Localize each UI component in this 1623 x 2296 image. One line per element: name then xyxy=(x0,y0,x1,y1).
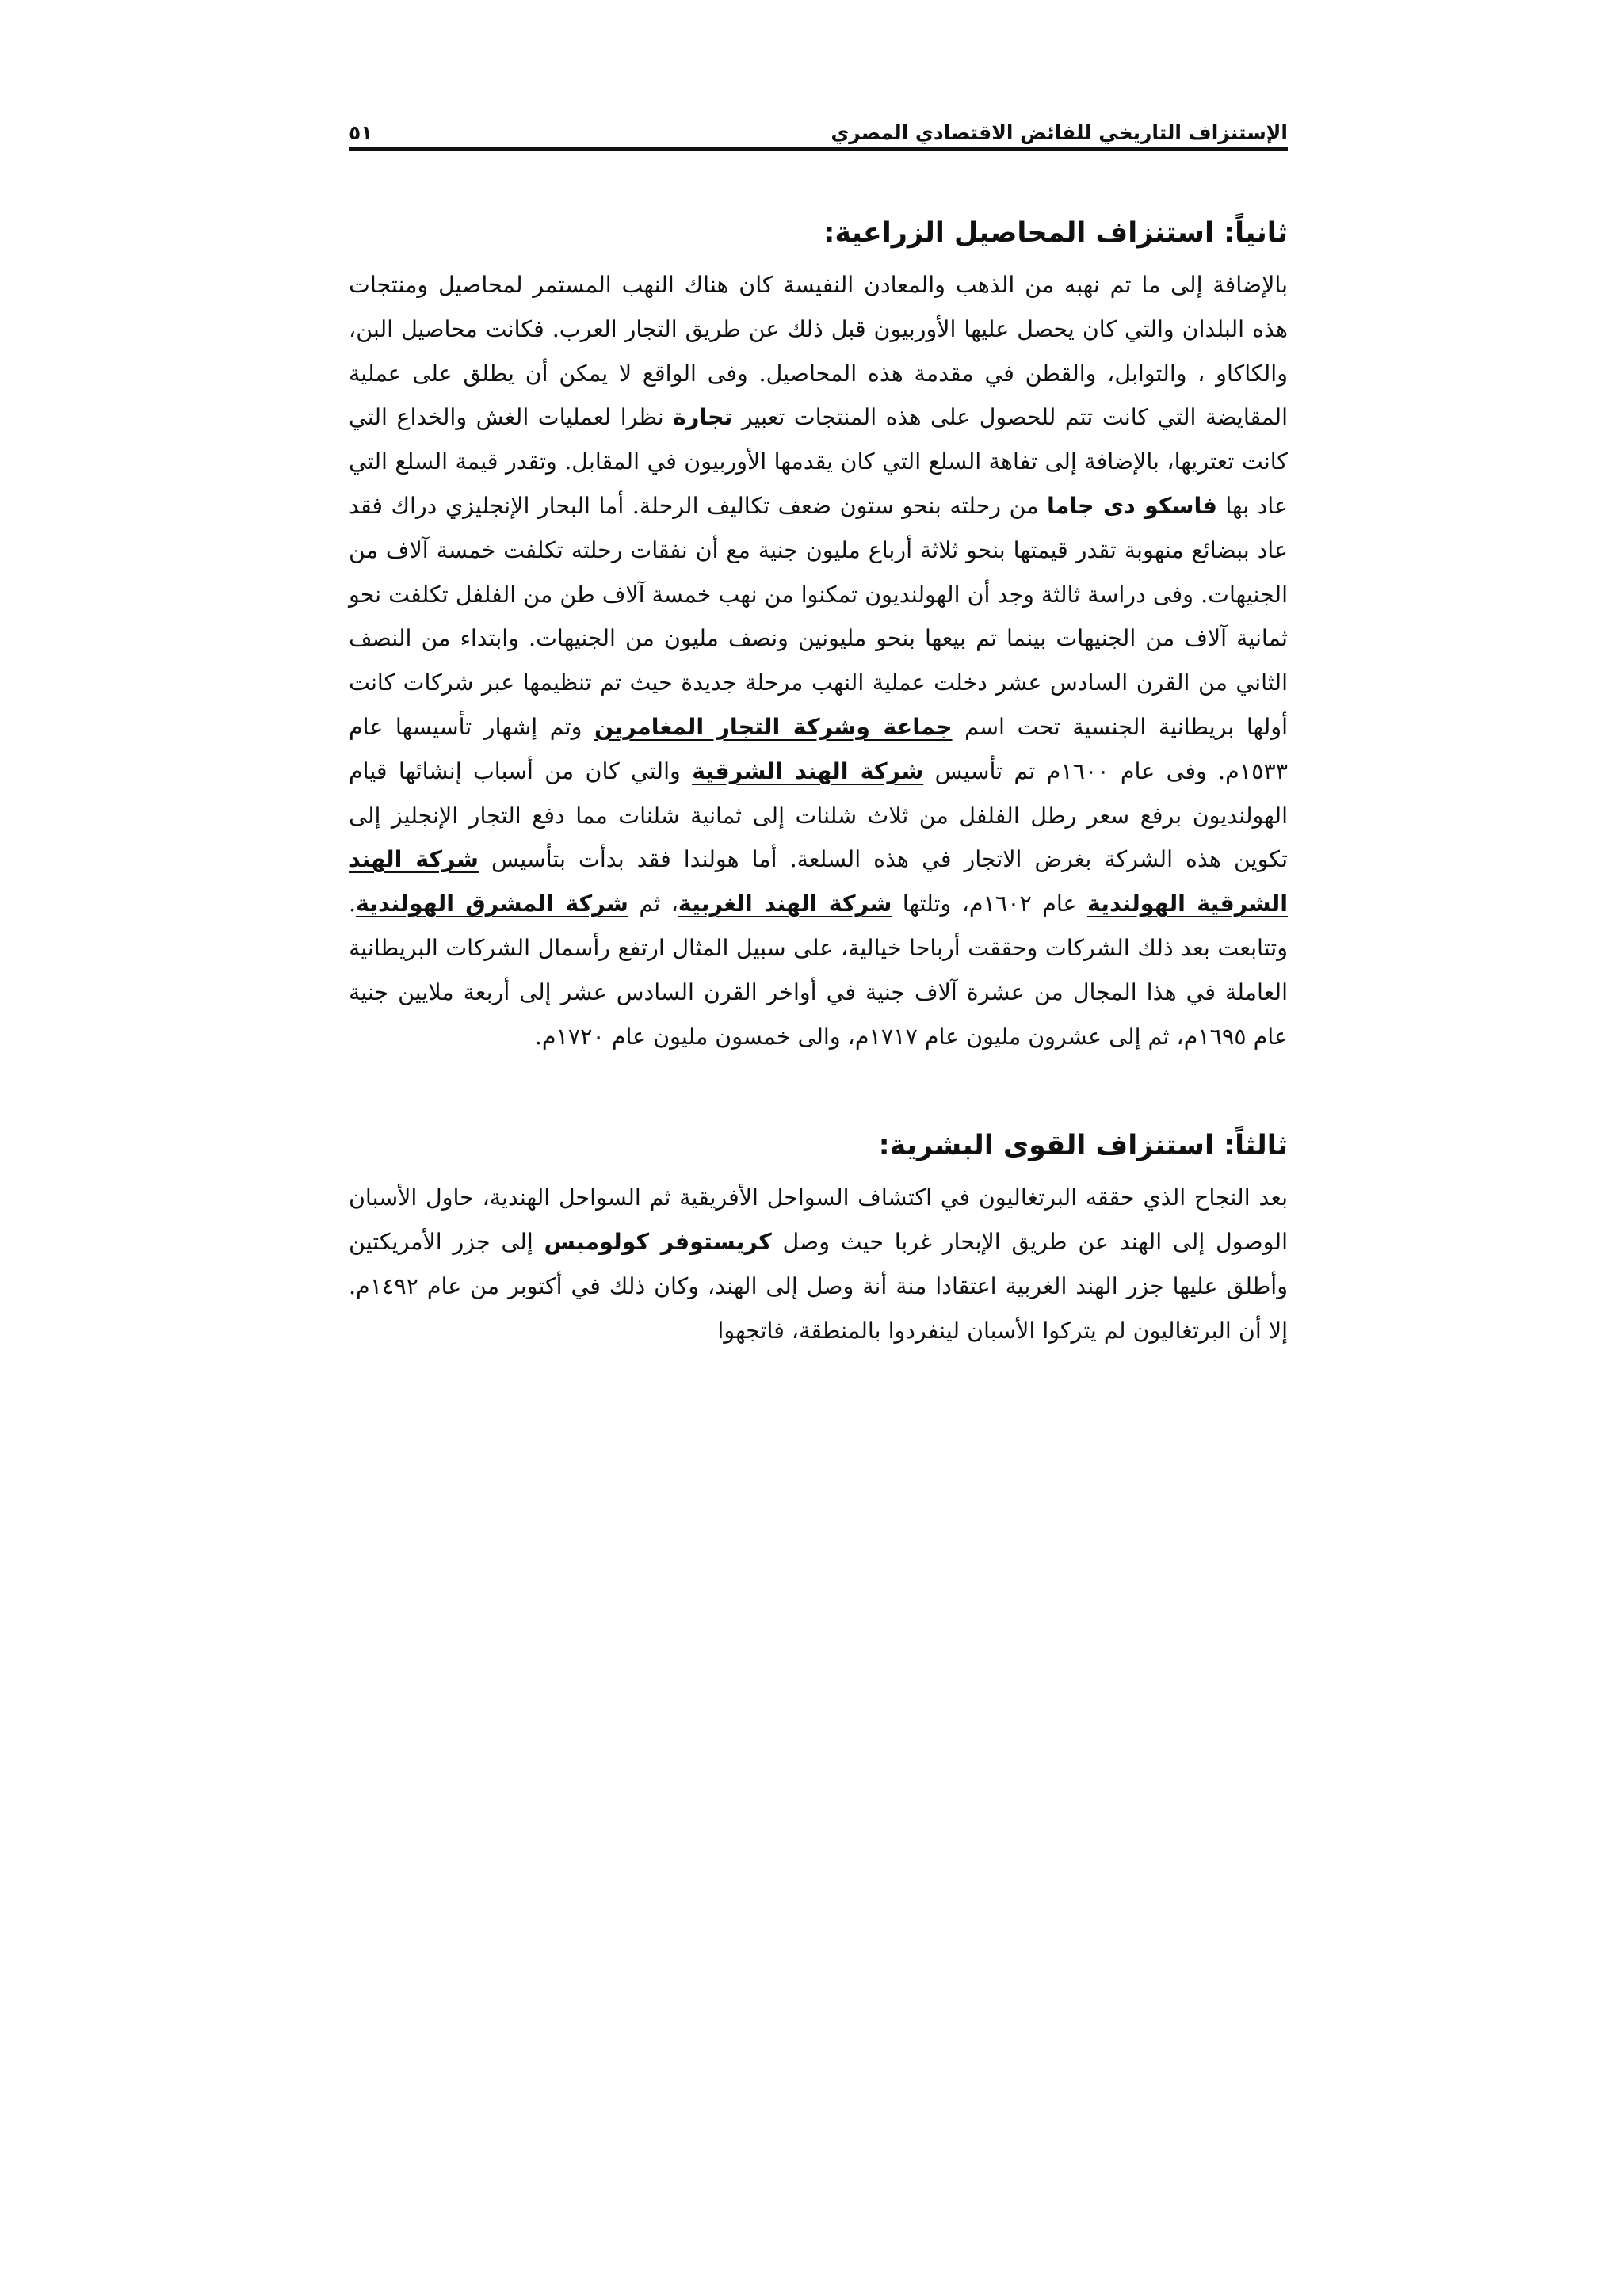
running-title: الإستنزاف التاريخي للفائض الاقتصادي المصري xyxy=(831,121,1288,144)
underlined-company-adventurers: جماعة وشركة التجار المغامرين xyxy=(594,713,953,740)
text-run: من رحلته بنحو ستون ضعف تكاليف الرحلة. أما البحار الإنجليزي دراك فقد عاد ببضائع منهوبة تقدر قيمتها بنحو ثلاثة أرباع مليون جنية مع أن نفقات رحلته تكلفت خمسة آلاف من الجنيهات. وفى دراسة ثالثة وجد أن الهولنديون تمكنوا من نهب خمسة آلاف طن من الفلفل تكلفت نحو ثمانية آلاف من الجنيهات بينما تم بيعها بنحو مليونين ونصف مليون من الجنيهات. وابتداء من النصف الثاني من القرن السادس عشر دخلت عملية النهب مرحلة جديدة حيث تم تنظيمها عبر شركات كانت أولها بريطانية الجنسية تحت اسم xyxy=(349,492,1289,740)
paragraph-agricultural xyxy=(349,263,1288,1058)
underlined-company-dutch-east-india: شركة الهند الشرقية الهولندية xyxy=(349,846,1288,917)
bold-name-vasco-da-gama: فاسكو دى جاما xyxy=(1047,492,1217,519)
header-rule xyxy=(349,147,1288,151)
text-run: عام ١٦٠٢م، وتلتها xyxy=(902,891,1077,917)
text-run: وتم إشهار تأسيسها عام ١٥٣٣م. وفى عام ١٦٠٠م تم تأسيس xyxy=(349,713,1288,784)
bold-name-columbus: كريستوفر كولومبس xyxy=(544,1229,772,1256)
text-run: والتي كان من أسباب إنشائها قيام الهولنديون برفع سعر رطل الفلفل من ثلاث شلنات إلى ثمانية شلنات مما دفع التجار الإنجليز إلى تكوين هذه الشركة بغرض الاتجار في هذه السلعة. أما هولندا فقد بدأت بتأسيس xyxy=(349,757,1289,873)
running-header xyxy=(349,105,1288,144)
section-heading-agricultural: ثانياً: استنزاف المحاصيل الزراعية: xyxy=(823,217,1288,249)
text-run: نظرا لعمليات الغش والخداع التي كانت تعتريها، بالإضافة إلى تفاهة السلع التي كان يقدمها الأوربيون في المقابل. وتقدر قيمة السلع التي عاد بها xyxy=(349,404,1288,519)
section-gap xyxy=(349,1058,1288,1120)
text-run: بعد النجاح الذي حققه البرتغاليون في اكتشاف السواحل الأفريقية ثم السواحل الهندية، حاول الأسبان الوصول إلى الهند عن طريق الإبحار غربا حيث وصل xyxy=(349,1184,1289,1256)
bold-term-trade: تجارة xyxy=(673,404,733,431)
page-content xyxy=(349,208,1288,1353)
underlined-company-dutch-levant: شركة المشرق الهولندية xyxy=(356,891,628,917)
underlined-company-east-india: شركة الهند الشرقية xyxy=(692,757,924,784)
text-run: بالإضافة إلى ما تم نهبه من الذهب والمعادن النفيسة كان هناك النهب المستمر لمحاصيل ومنتجات هذه البلدان والتي كان يحصل عليها الأوربيون قبل ذلك عن طريق التجار العرب. فكانت محاصيل البن، والكاكاو ، والتوابل، والقطن في مقدمة هذه المحاصيل. وفى الواقع لا يمكن أن يطلق على عملية المقايضة التي كانت تتم للحصول على هذه المنتجات تعبير xyxy=(349,272,1289,431)
underlined-company-west-india: شركة الهند الغربية xyxy=(678,891,892,917)
section-heading-human-resources: ثالثاً: استنزاف القوى البشرية: xyxy=(878,1130,1288,1162)
text-run: ، ثم xyxy=(639,891,678,917)
text-run: . وتتابعت بعد ذلك الشركات وحققت أرباحا خيالية، على سبيل المثال ارتفع رأسمال الشركات البريطانية العاملة في هذا المجال من عشرة آلاف جنية في أواخر القرن السادس عشر إلى أربعة ملايين جنية عام ١٦٩٥م، ثم إلى عشرون مليون عام ١٧١٧م، والى خمسون مليون عام ١٧٢٠م. xyxy=(349,891,1288,1050)
page-number: ٥١ xyxy=(349,121,373,144)
text-run: إلى جزر الأمريكتين وأطلق عليها جزر الهند الغربية اعتقادا منة أنة وصل إلى الهند، وكان ذلك في أكتوبر من عام ١٤٩٢م. إلا أن البرتغاليون لم يتركوا الأسبان لينفردوا بالمنطقة، فاتجهوا xyxy=(349,1229,1288,1344)
paragraph-human-resources xyxy=(349,1176,1288,1352)
